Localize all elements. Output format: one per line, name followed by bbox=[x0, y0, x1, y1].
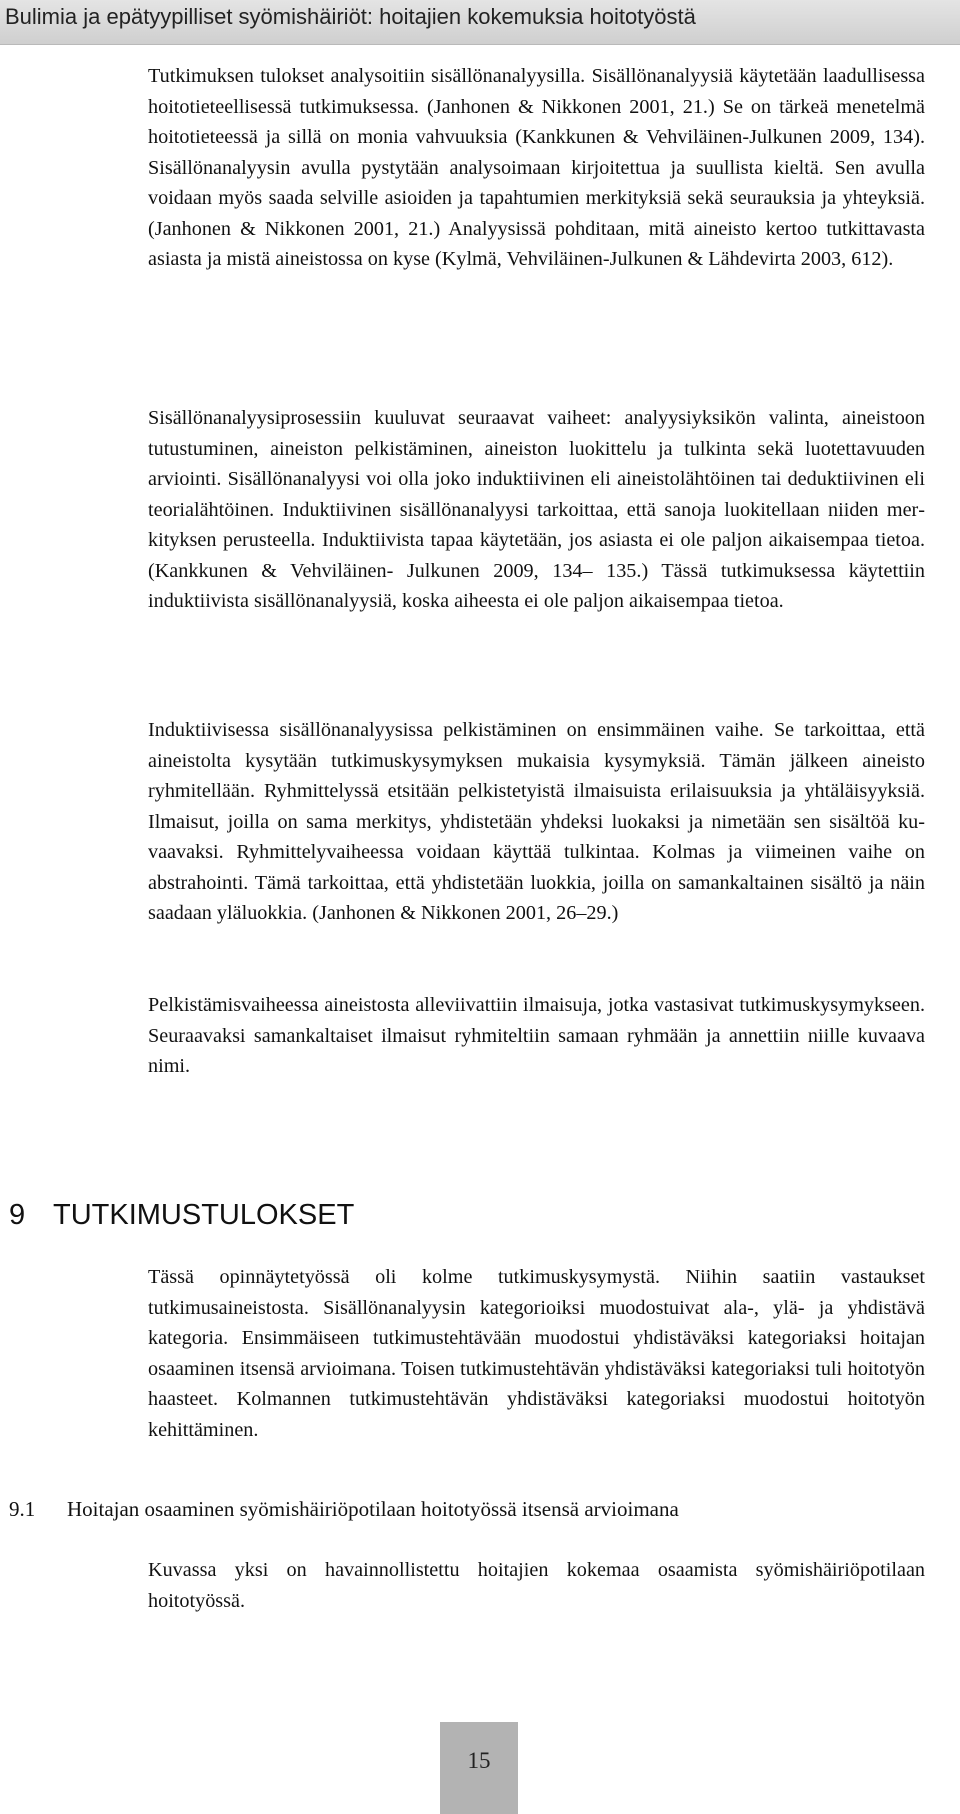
paragraph-content-analysis bbox=[148, 61, 925, 275]
paragraph-analysis-process bbox=[148, 403, 925, 617]
document-header bbox=[0, 0, 960, 45]
paragraph: Tässä opinnäytetyössä oli kolme tutkimuskysymystä. Niihin saatiin vastaukset tutkimusaineistosta. Sisällönanalyysin kategorioiksi muodostuivat ala-, ylä- ja yhdistävä kategoria. Ensimmäiseen tutkimustehtävään muodostui yhdistäväksi kategoriaksi hoitajan osaaminen itsensä arvioimana. Toisen tutkimustehtävän yhdistäväksi kategoriaksi tuli hoitotyön haasteet. Kolmannen tutkimustehtävän yhdistäväksi kategoriaksi muodostui hoitotyön kehittäminen. bbox=[148, 1266, 925, 1441]
paragraph: Pelkistämisvaiheessa aineistosta alleviivattiin ilmaisuja, jotka vastasivat tutkimuskysymykseen. Seuraavaksi samankaltaiset ilmaisut ryhmiteltiin samaan ryhmään ja annettiin niille kuvaava nimi. bbox=[148, 994, 925, 1077]
paragraph-inductive-analysis bbox=[148, 715, 925, 929]
paragraph-results-intro bbox=[148, 1262, 925, 1445]
paragraph: Induktiivisessa sisällönanalyysissa pelkistäminen on ensimmäinen vaihe. Se tarkoittaa, että aineistolta kysytään tutkimuskysymyksen mukaisia kysymyksiä. Tämän jälkeen aineisto ryhmitellään. Ryhmittelyssä etsitään pelkistetyistä ilmaisuista erilaisuuksia ja yhtäläisyyksiä. Ilmaisut, joilla on sama merkitys, yhdistetään yhdeksi luokaksi ja nimetään sen sisältöä kuvaavaksi. Ryhmittelyvaiheessa voidaan käyttää tulkintaa. Kolmas ja viimeinen vaihe on abstrahointi. Tämä tarkoittaa, että yhdistetään luokkia, joilla on samankaltainen sisältö ja näin saadaan yläluokkia. (Janhonen & Nikkonen 2001, 26–29.) bbox=[148, 719, 925, 924]
paragraph: Tutkimuksen tulokset analysoitiin sisällönanalyysilla. Sisällönanalyysiä käytetään laadullisessa hoitotieteellisessä tutkimuksessa. (Janhonen & Nikkonen 2001, 21.) Se on tärkeä menetelmä hoitotieteessä ja sillä on monia vahvuuksia (Kankkunen & Vehviläinen-Julkunen 2009, 134). Sisällönanalyysin avulla pystytään analysoimaan kirjoitettua ja suullista kieltä. Sen avulla voidaan myös saada selville asioiden ja tapahtumien merkityksiä sekä seurauksia ja yhteyksiä. (Janhonen & Nikkonen 2001, 21.) Analyysissä pohditaan, mitä aineisto kertoo tutkittavasta asiasta ja mistä aineistossa on kyse (Kylmä, Vehviläinen-Julkunen & Lähdevirta 2003, 612). bbox=[148, 65, 925, 270]
section-number: 9 bbox=[9, 1199, 26, 1231]
section-title: TUTKIMUSTULOKSET bbox=[53, 1199, 355, 1231]
page-number-box bbox=[440, 1722, 518, 1814]
page-number: 15 bbox=[467, 1748, 491, 1773]
paragraph: Kuvassa yksi on havainnollistettu hoitajien kokemaa osaamista syömishäiriöpotilaan hoitotyössä. bbox=[148, 1559, 925, 1612]
paragraph: Sisällönanalyysiprosessiin kuuluvat seuraavat vaiheet: analyysiyksikön valinta, aineistoon tutustuminen, aineiston pelkistäminen, aineiston luokittelu ja tulkinta sekä luotettavuuden arviointi. Sisällönanalyysi voi olla joko induktiivinen eli aineistolähtöinen tai deduktiivinen eli teorialähtöinen. Induktiivinen sisällönanalyysi tarkoittaa, että sanoja luokitellaan niiden merkityksen perusteella. Induktiivista tapaa käytetään, jos asiasta ei ole paljon aikaisempaa tietoa. (Kankkunen & Vehviläinen- Julkunen 2009, 134– 135.) Tässä tutkimuksessa käytettiin induktiivista sisällönanalyysiä, koska aiheesta ei ole paljon aikaisempaa tietoa. bbox=[148, 407, 925, 612]
subsection-heading-9-1 bbox=[9, 1497, 679, 1522]
header-title: Bulimia ja epätyypilliset syömishäiriöt: hoitajien kokemuksia hoitotyöstä bbox=[5, 4, 696, 29]
subsection-number: 9.1 bbox=[9, 1497, 36, 1521]
section-heading-9 bbox=[9, 1199, 354, 1232]
subsection-title: Hoitajan osaaminen syömishäiriöpotilaan hoitotyössä itsensä arvioimana bbox=[67, 1497, 679, 1521]
paragraph-figure-intro bbox=[148, 1555, 925, 1616]
paragraph-reduction-phase bbox=[148, 990, 925, 1082]
